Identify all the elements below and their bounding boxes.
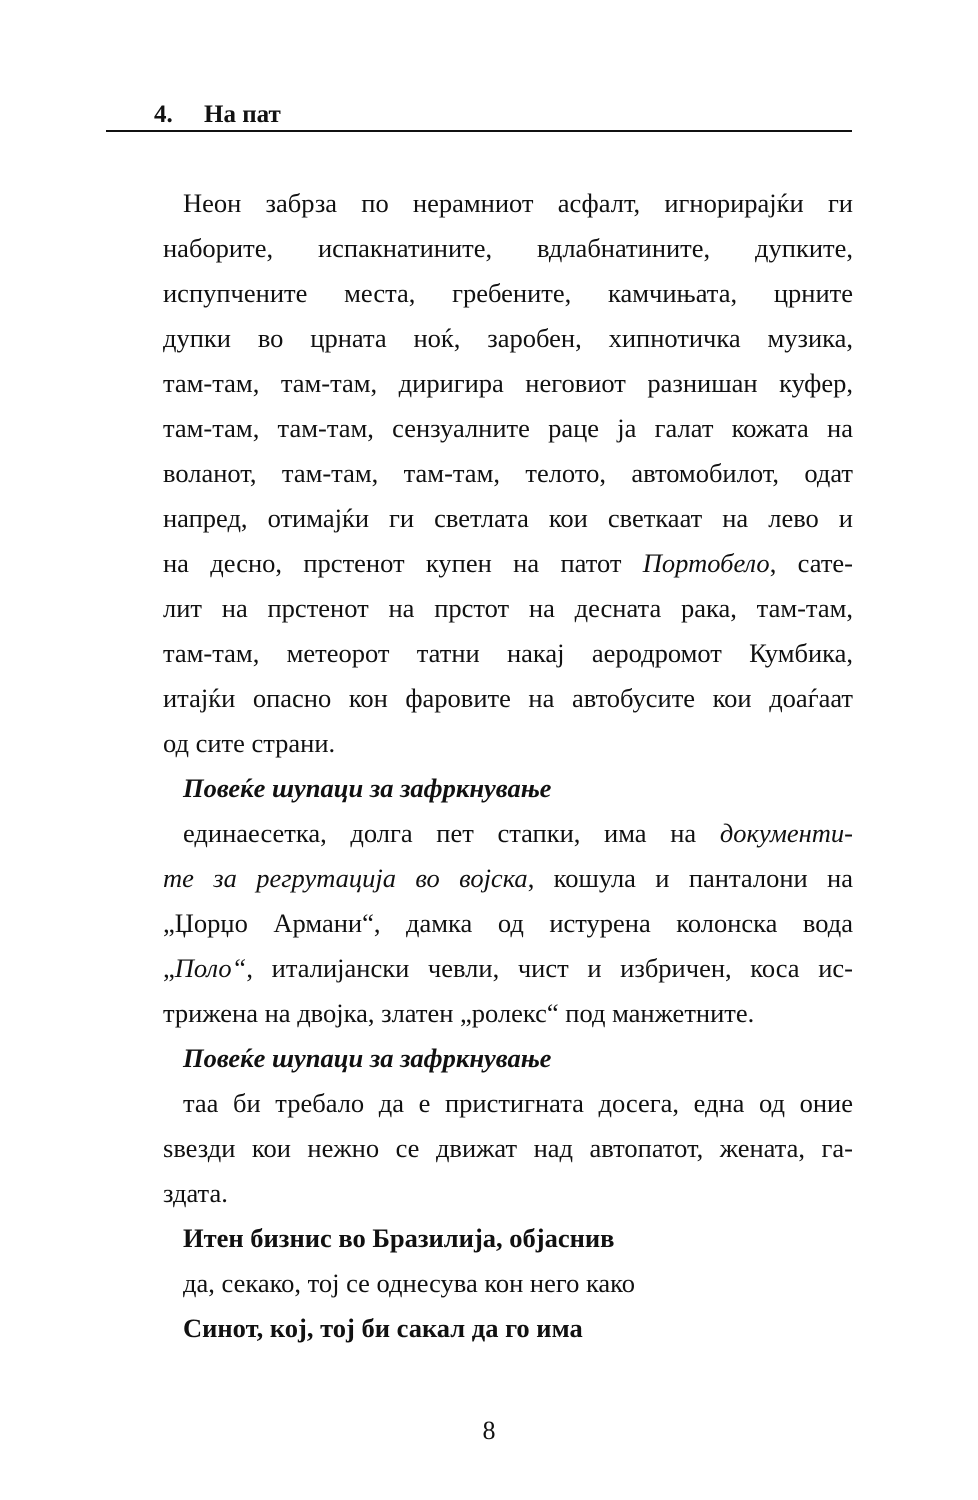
text-segment: „ — [163, 953, 175, 983]
text-line: там-там, там-там, диригира неговиот разнишан куфер, — [163, 368, 853, 398]
text-line: дупки во црната ноќ, заробен, хипнотичка музика, — [163, 323, 853, 353]
text-segment: , сате- — [769, 548, 853, 578]
bold-italic-heading: Повеќе шупаци за зафркнување — [183, 1043, 552, 1073]
paragraph-1 — [163, 181, 853, 766]
bold-italic-heading: Повеќе шупаци за зафркнување — [183, 773, 552, 803]
chapter-number: 4. — [154, 101, 173, 128]
bold-line: Итен бизнис во Бразилија, објаснив — [183, 1223, 615, 1253]
text-line: там-там, метеорот татни накај аеродромот Кумбика, — [163, 638, 853, 668]
text-segment: на десно, прстенот купен на патот — [163, 548, 643, 578]
text-line: ѕвезди кои нежно се движат над автопатот, жената, га- — [163, 1133, 853, 1163]
italic-segment: те за регрутација во војска — [163, 863, 528, 893]
text-line: од сите страни. — [163, 728, 336, 758]
text-segment: , италијански чевли, чист и избричен, коса ис- — [246, 953, 853, 983]
text-segment: , кошула и панталони на — [527, 863, 853, 893]
text-line: напред, отимајќи ги светлата кои светкаат на лево и — [163, 503, 853, 533]
bold-line: Синот, кој, тој би сакал да го има — [183, 1313, 583, 1343]
text-line — [163, 946, 853, 991]
italic-place-name: Портобело — [642, 548, 770, 578]
italic-segment: документи- — [719, 818, 853, 848]
text-line — [163, 856, 853, 901]
page-number: 8 — [482, 1416, 496, 1445]
chapter-title: На пат — [204, 101, 281, 128]
text-line — [163, 541, 853, 586]
paragraph-2 — [163, 811, 853, 1036]
italic-brand: Поло“ — [174, 953, 247, 983]
text-line: таа би требало да е пристигната досега, една од оние — [183, 1088, 853, 1118]
text-line — [163, 811, 853, 856]
text-line: Неон забрза по нерамниот асфалт, игнорирајќи ги — [183, 188, 853, 218]
chapter-header — [106, 100, 852, 132]
text-line: здата. — [163, 1178, 228, 1208]
text-line: наборите, испакнатините, вдлабнатините, дупките, — [163, 233, 853, 263]
text-line: испупчените места, гребените, камчињата, црните — [163, 278, 853, 308]
text-segment: единаесетка, долга пет стапки, има на — [183, 818, 720, 848]
text-line: трижена на двојка, златен „ролекс“ под манжетните. — [163, 998, 755, 1028]
text-line: итајќи опасно кон фаровите на автобусите кои доаѓаат — [163, 683, 853, 713]
text-line: там-там, там-там, сензуалните раце ја галат кожата на — [163, 413, 853, 443]
body-text — [163, 181, 853, 1351]
paragraph-3 — [163, 1081, 853, 1216]
text-line: воланот, там-там, там-там, телото, автомобилот, одат — [163, 458, 853, 488]
text-line: да, секако, тој се однесува кон него како — [183, 1268, 635, 1298]
text-line: „Џорџо Армани“, дамка од истурена колонска вода — [163, 908, 853, 938]
text-line: лит на прстенот на прстот на десната рака, там-там, — [163, 593, 853, 623]
